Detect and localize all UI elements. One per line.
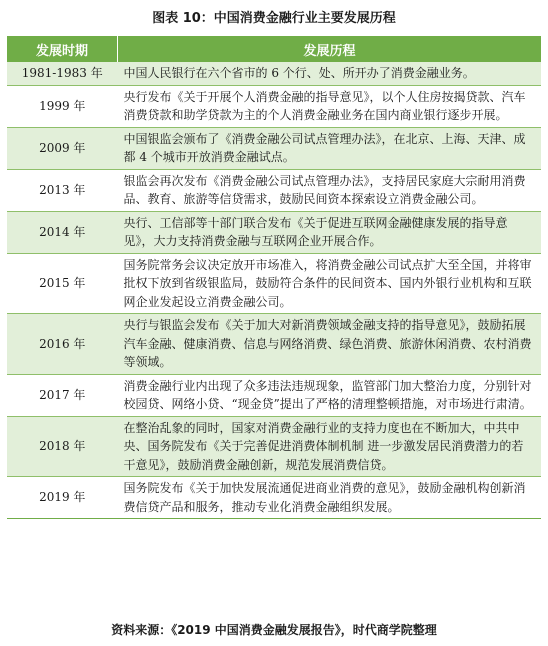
row-year: 1999 年 (7, 85, 118, 127)
table-row (7, 169, 541, 211)
row-text: 中国银监会颁布了《消费金融公司试点管理办法》，在北京、上海、天津、成都 4 个城市开放消费金融试点。 (118, 127, 542, 169)
table-header-row (7, 36, 541, 62)
row-year: 1981-1983 年 (7, 62, 118, 85)
source-note: 资料来源：《2019 中国消费金融发展报告》，时代商学院整理 (111, 623, 437, 637)
row-year: 2009 年 (7, 127, 118, 169)
row-text: 国务院发布《关于加快发展流通促进商业消费的意见》，鼓励金融机构创新消费信贷产品和服务，推动专业化消费金融组织发展。 (118, 477, 542, 519)
row-text: 央行发布《关于开展个人消费金融的指导意见》，以个人住房按揭贷款、汽车消费贷款和助学贷款为主的个人消费金融业务在国内商业银行逐步开展。 (118, 85, 542, 127)
table-row (7, 211, 541, 253)
row-text: 银监会再次发布《消费金融公司试点管理办法》，支持居民家庭大宗耐用消费品、教育、旅游等信贷需求，鼓励民间资本探索设立消费金融公司。 (118, 169, 542, 211)
table-row (7, 62, 541, 85)
row-year: 2013 年 (7, 169, 118, 211)
row-year: 2017 年 (7, 374, 118, 416)
header-history: 发展历程 (118, 36, 542, 62)
row-year: 2015 年 (7, 253, 118, 314)
table-row (7, 477, 541, 519)
row-text: 国务院常务会议决定放开市场准入，将消费金融公司试点扩大至全国，并将审批权下放到省级银监局，鼓励符合条件的民间资本、国内外银行业机构和互联网企业发起设立消费金融公司。 (118, 253, 542, 314)
table-row (7, 416, 541, 477)
table-row (7, 85, 541, 127)
development-history-table (7, 36, 541, 519)
row-text: 央行、工信部等十部门联合发布《关于促进互联网金融健康发展的指导意见》，大力支持消费金融与互联网企业开展合作。 (118, 211, 542, 253)
figure-title: 图表 10：中国消费金融行业主要发展历程 (152, 11, 396, 26)
row-year: 2018 年 (7, 416, 118, 477)
row-year: 2014 年 (7, 211, 118, 253)
header-period: 发展时期 (7, 36, 118, 62)
table-row (7, 374, 541, 416)
table-row (7, 127, 541, 169)
table-row (7, 314, 541, 375)
row-text: 在整治乱象的同时，国家对消费金融行业的支持力度也在不断加大，中共中央、国务院发布《关于完善促进消费体制机制 进一步激发居民消费潜力的若干意见》，鼓励消费金融创新，规范发展消费信贷。 (118, 416, 542, 477)
row-year: 2019 年 (7, 477, 118, 519)
row-text: 中国人民银行在六个省市的 6 个行、处、所开办了消费金融业务。 (118, 62, 542, 85)
row-text: 央行与银监会发布《关于加大对新消费领域金融支持的指导意见》，鼓励拓展汽车金融、健康消费、信息与网络消费、绿色消费、旅游休闲消费、农村消费等领域。 (118, 314, 542, 375)
table-row (7, 253, 541, 314)
row-year: 2016 年 (7, 314, 118, 375)
row-text: 消费金融行业内出现了众多违法违规现象，监管部门加大整治力度，分别针对校园贷、网络小贷、“现金贷”提出了严格的清理整顿措施，对市场进行肃清。 (118, 374, 542, 416)
